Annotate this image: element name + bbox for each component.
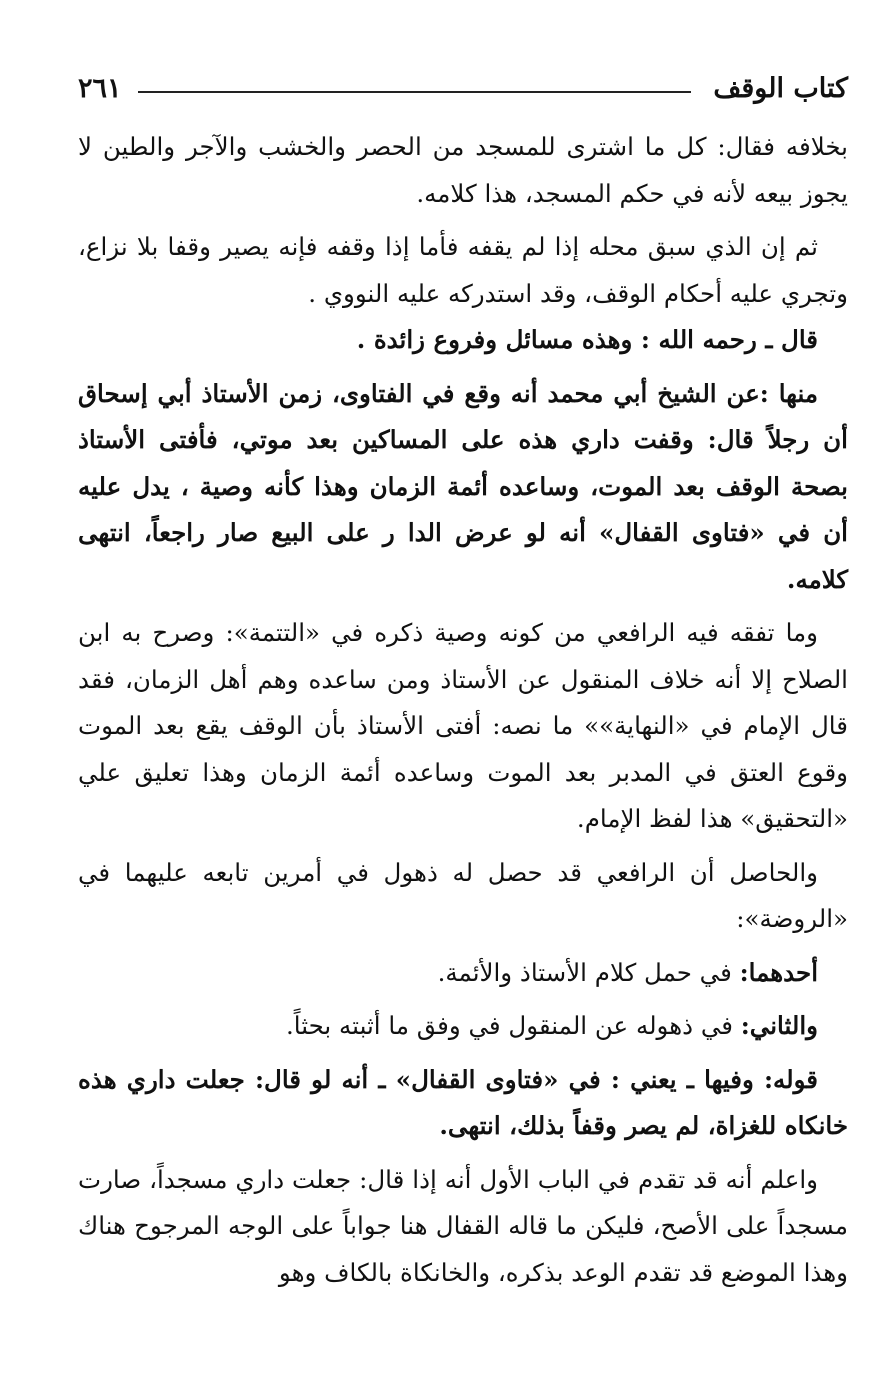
paragraph-quoted-text <box>78 371 848 604</box>
paragraph-lead: أحدهما: <box>739 957 818 987</box>
paragraph <box>78 224 848 317</box>
body-text <box>78 124 848 1296</box>
paragraph-lead: والثاني: <box>740 1011 818 1040</box>
paragraph <box>78 850 848 943</box>
chapter-title: كتاب الوقف <box>713 72 848 104</box>
paragraph-continued <box>78 124 848 217</box>
header-rule <box>138 91 692 93</box>
book-page <box>78 62 848 1296</box>
paragraph <box>78 1157 848 1297</box>
paragraph-text: قال ـ رحمه الله : وهذه مسائل وفروع زائدة . <box>356 325 818 354</box>
paragraph-text: بخلافه فقال: كل ما اشترى للمسجد من الحصر والخشب والآجر والطين لا يجوز بيعه لأنه في حكم المسجد، هذا كلامه. <box>78 132 848 208</box>
paragraph-text: والحاصل أن الرافعي قد حصل له ذهول في أمرين تابعه عليهما في «الروضة»: <box>78 857 848 933</box>
paragraph-text: منها :عن الشيخ أبي محمد أنه وقع في الفتاوى، زمن الأستاذ أبي إسحاق أن رجلاً قال: وقفت داري هذه على المساكين بعد موتي، فأفتى الأستاذ بصحة الوقف بعد الموت، وساعده أئمة الزمان وهذا كأنه وصية ، يدل عليه أن في «فتاوى القفال» أنه لو عرض الدا ر على البيع صار راجعاً، انتهى كلامه. <box>78 378 848 594</box>
paragraph-text: وما تفقه فيه الرافعي من كونه وصية ذكره في «التتمة»: وصرح به ابن الصلاح إلا أنه خلاف المنقول عن الأستاذ ومن ساعده وهم أهل الزمان، فقد قال الإمام في «النهاية»» ما نصه: أفتى الأستاذ بأن الوقف يقع بعد الموت وقوع العتق في المدبر بعد الموت وساعده أئمة الزمان وهذا تعليق علي «التحقيق» هذا لفظ الإمام. <box>78 618 848 833</box>
paragraph-text: في حمل كلام الأستاذ والأئمة. <box>437 957 740 987</box>
paragraph-second-point <box>78 1003 848 1050</box>
paragraph-text: واعلم أنه قد تقدم في الباب الأول أنه إذا قال: جعلت داري مسجداً، صارت مسجداً على الأصح، فليكن ما قاله القفال هنا جواباً على الوجه المرجوح هناك وهذا الموضع قد تقدم الوعد بذكره، والخانكاة بالكاف وهو <box>78 1164 848 1287</box>
paragraph-text: في ذهوله عن المنقول في وفق ما أثبته بحثاً. <box>285 1011 741 1040</box>
paragraph <box>78 610 848 843</box>
paragraph-quoted-text <box>78 1057 848 1150</box>
paragraph-quote-heading <box>78 317 848 364</box>
paragraph-first-point <box>78 950 848 997</box>
paragraph-text: ثم إن الذي سبق محله إذا لم يقفه فأما إذا وقفه فإنه يصير وقفا بلا نزاع، وتجري عليه أحكام الوقف، وقد استدركه عليه النووي . <box>78 232 848 308</box>
running-header <box>78 62 848 114</box>
page-number: ٢٦١ <box>78 72 122 104</box>
paragraph-text: قوله: وفيها ـ يعني : في «فتاوى القفال» ـ أنه لو قال: جعلت داري هذه خانكاه للغزاة، لم يصر وقفاً بذلك، انتهى. <box>78 1064 848 1140</box>
